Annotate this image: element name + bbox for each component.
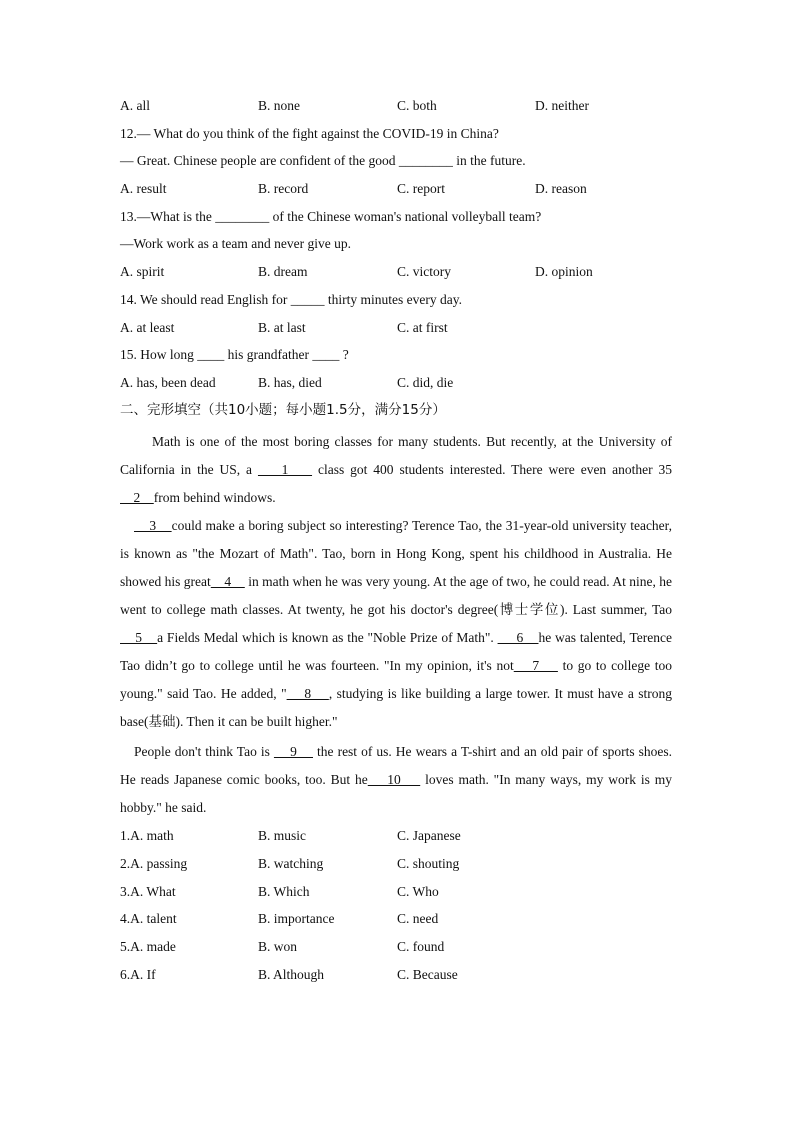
option-b: B. at last xyxy=(258,319,306,335)
passage-text: to go to college too young." said Tao. He added, " xyxy=(120,658,672,702)
option-a: 3.A. What xyxy=(120,883,176,899)
q14-options xyxy=(120,314,672,342)
option-a: 6.A. If xyxy=(120,966,156,982)
option-a: 2.A. passing xyxy=(120,855,188,871)
option-c: C. Who xyxy=(397,883,439,899)
option-b: B. dream xyxy=(258,264,308,280)
option-c: C. at first xyxy=(397,319,448,335)
passage-text: a Fields Medal which is known as the "Noble Prize of Math". xyxy=(157,630,498,646)
q13-answer: —Work work as a team and never give up. xyxy=(120,236,351,252)
option-b: B. Which xyxy=(258,883,310,899)
q12-question: 12.— What do you think of the fight against the COVID-19 in China? xyxy=(120,125,499,141)
option-b: B. record xyxy=(258,181,309,197)
option-b: B. watching xyxy=(258,855,324,871)
q13-options xyxy=(120,258,672,286)
blank-10: 10 xyxy=(367,772,421,788)
blank-9: 9 xyxy=(273,744,313,760)
cloze-options-2 xyxy=(120,850,672,878)
option-b: B. Although xyxy=(258,966,325,982)
option-b: B. importance xyxy=(258,911,335,927)
option-a: 1.A. math xyxy=(120,828,174,844)
cloze-options-4 xyxy=(120,905,672,933)
option-a: A. has, been dead xyxy=(120,374,216,390)
option-c: C. need xyxy=(397,911,439,927)
option-d: D. opinion xyxy=(535,264,593,280)
cloze-options-6 xyxy=(120,961,672,989)
passage-text: class got 400 students interested. There were even another 35 xyxy=(312,462,672,478)
option-c: C. shouting xyxy=(397,855,460,871)
q11-options xyxy=(120,92,672,120)
passage-paragraph-1 xyxy=(120,428,672,512)
option-c: C. Because xyxy=(397,966,458,982)
q15-question: 15. How long ____ his grandfather ____ ? xyxy=(120,347,349,363)
option-c: C. did, die xyxy=(397,374,454,390)
option-c: C. found xyxy=(397,939,445,954)
section-title: 二、完形填空（共10小题；每小题1.5分，满分15分） xyxy=(120,401,446,418)
passage-paragraph-2 xyxy=(120,512,672,736)
option-a: 4.A. talent xyxy=(120,911,177,927)
option-a: A. spirit xyxy=(120,264,165,280)
passage-text: loves math. "In many ways, my work is my hobby." he said. xyxy=(120,772,673,816)
passage-text: from behind windows. xyxy=(153,490,276,506)
q13-question: 13.—What is the ________ of the Chinese woman's national volleyball team? xyxy=(120,208,542,224)
passage-text: in math when he was very young. At the age of two, he could read. At nine, he went to college math classes. At twenty, he got his doctor's degree(博士学位). Last summer, Tao xyxy=(120,574,672,618)
cloze-options-1 xyxy=(120,822,672,850)
option-b: B. music xyxy=(258,828,307,844)
option-b: B. none xyxy=(258,98,300,113)
blank-3: 3 xyxy=(134,518,172,534)
option-c: C. Japanese xyxy=(397,828,461,844)
blank-5: 5 xyxy=(120,630,158,646)
passage-text: People don't think Tao is xyxy=(134,744,274,760)
passage-paragraph-3 xyxy=(120,738,672,822)
q15-options xyxy=(120,369,672,397)
q12-answer: — Great. Chinese people are confident of the good ________ in the future. xyxy=(120,153,526,169)
option-d: D. neither xyxy=(535,98,589,113)
option-c: C. report xyxy=(397,181,445,197)
option-d: D. reason xyxy=(535,181,587,197)
blank-6: 6 xyxy=(497,630,539,646)
cloze-options-3 xyxy=(120,878,672,906)
q14-question: 14. We should read English for _____ thirty minutes every day. xyxy=(120,291,462,307)
blank-2: 2 xyxy=(120,490,154,506)
option-a: 5.A. made xyxy=(120,939,176,954)
blank-8: 8 xyxy=(286,686,329,702)
option-a: A. result xyxy=(120,181,167,197)
passage-text: Math is one of the most boring classes for many students. But recently, at the University of California in the US, a xyxy=(120,434,672,478)
option-b: B. won xyxy=(258,939,298,954)
option-c: C. both xyxy=(397,98,437,113)
option-a: A. at least xyxy=(120,319,175,335)
blank-7: 7 xyxy=(513,658,558,674)
blank-4: 4 xyxy=(210,574,245,590)
cloze-options-5 xyxy=(120,933,672,961)
option-a: A. all xyxy=(120,98,150,113)
option-c: C. victory xyxy=(397,264,451,280)
passage-text: the rest of us. He wears a T-shirt and an old pair of sports shoes. He reads Japanese comic books, too. But he xyxy=(120,744,673,788)
q12-options xyxy=(120,175,672,203)
passage-text: could make a boring subject so interesting? Terence Tao, the 31-year-old university teacher, is known as "the Mozart of Math". Tao, born in Hong Kong, spent his childhood in Australia. He showed his great xyxy=(120,518,673,590)
blank-1: 1 xyxy=(257,462,313,478)
exam-page xyxy=(120,92,672,988)
option-b: B. has, died xyxy=(258,374,322,390)
passage-text: he was talented, Terence Tao didn’t go to college until he was fourteen. "In my opinion, it's not xyxy=(120,630,673,674)
passage-text: , studying is like building a large tower. It must have a strong base(基础). Then it can be built higher." xyxy=(120,686,672,730)
